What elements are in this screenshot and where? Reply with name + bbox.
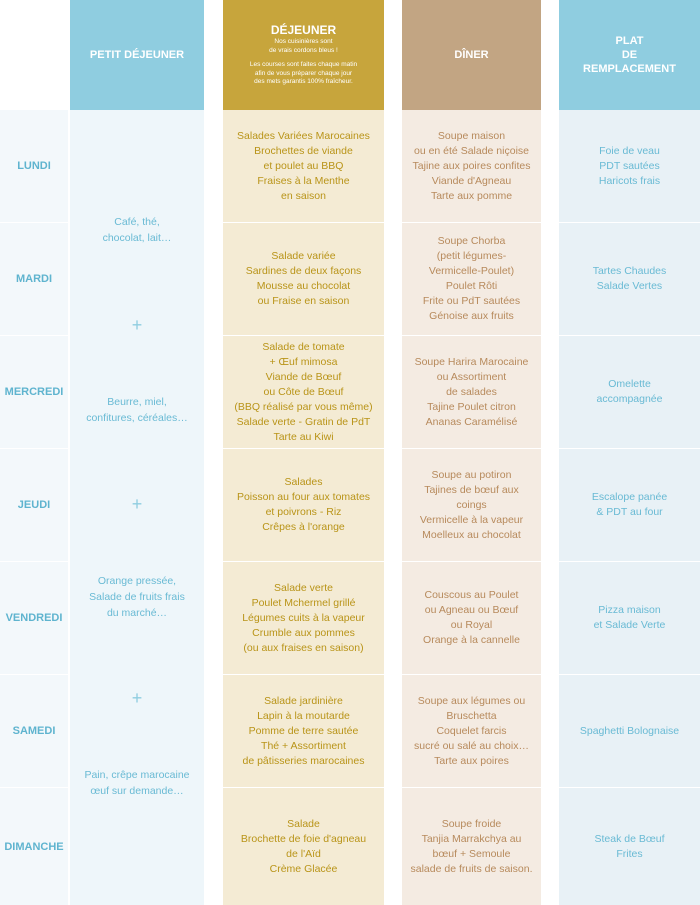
remplacement-cell-dimanche [559, 788, 700, 905]
menu-line: Génoise aux fruits [429, 310, 514, 322]
dejeuner-cell-vendredi [223, 562, 384, 674]
petit-dejeuner-block [70, 214, 204, 246]
menu-line: Frite ou PdT sautées [422, 295, 521, 307]
menu-line: Tajine aux poires confites [412, 159, 531, 172]
menu-line: Lapin à la moutarde [257, 709, 350, 722]
menu-line: et poulet au BBQ [263, 159, 344, 172]
menu-line: de salades [446, 385, 497, 398]
menu-line: Poulet Mchermel grillé [251, 596, 356, 609]
menu-line: Salade verte - Gratin de PdT [236, 415, 371, 428]
petit-dejeuner-line: du marché… [106, 607, 168, 619]
petit-dejeuner-line: Salade de fruits frais [89, 591, 185, 603]
menu-line: de l'Aïd [286, 847, 321, 860]
plus-icon: + [131, 688, 143, 708]
remplacement-cell-jeudi [559, 449, 700, 561]
menu-line: ou en été Salade niçoise [413, 144, 529, 157]
petit-dejeuner-line: confitures, céréales… [86, 412, 188, 424]
menu-line: Soupe aux légumes ou [417, 694, 526, 707]
petit-dejeuner-block [70, 767, 204, 799]
row-divider [223, 674, 700, 675]
header-dejeuner [223, 0, 384, 110]
diner-cell-mercredi [402, 336, 541, 448]
menu-line: Salades [284, 476, 323, 488]
menu-line: Pomme de terre sautée [248, 724, 359, 737]
header-dejeuner-note-line: afin de vous préparer chaque jour [254, 69, 353, 77]
header-dejeuner-note [269, 38, 338, 55]
row-divider [0, 448, 68, 449]
row-divider [223, 787, 700, 788]
header-dejeuner-note-line: des mets garantis 100% fraîcheur. [254, 78, 353, 86]
menu-line: Mousse au chocolat [256, 280, 351, 292]
menu-line: Crêpes à l'orange [262, 521, 345, 533]
menu-line: Soupe au potiron [431, 468, 512, 481]
diner-cell-jeudi [402, 449, 541, 561]
menu-line: coings [456, 498, 487, 511]
header-diner-title: DÎNER [454, 49, 489, 61]
petit-dejeuner-block [70, 573, 204, 621]
menu-line: Omelette [608, 378, 651, 390]
menu-line: & PDT au four [596, 506, 663, 518]
menu-line: Poisson au four aux tomates [236, 491, 371, 503]
menu-line: sucré ou salé au choix… [414, 739, 529, 752]
diner-cell-mardi [402, 223, 541, 335]
header-dejeuner-note-line: de vrais cordons bleus ! [269, 46, 338, 54]
header-plat-remplacement-line: DE [621, 49, 638, 61]
remplacement-cell-samedi [559, 675, 700, 787]
dejeuner-cell-samedi [223, 675, 384, 787]
menu-line: Tarte au Kiwi [273, 430, 334, 443]
day-label: SAMEDI [12, 725, 56, 737]
menu-line: PDT sautées [599, 159, 660, 172]
dejeuner-cell-mardi [223, 223, 384, 335]
row-divider [223, 448, 700, 449]
row-divider [223, 561, 700, 562]
menu-line: Spaghetti Bolognaise [579, 724, 680, 737]
menu-line: Viande de Bœuf [265, 370, 342, 383]
menu-line: Salade variée [271, 250, 336, 262]
menu-line: ou Fraise en saison [257, 295, 350, 307]
menu-line: ou Assortiment [436, 370, 507, 383]
menu-line: Tanjia Marrakchya au [421, 832, 522, 845]
remplacement-cell-vendredi [559, 562, 700, 674]
menu-line: + Œuf mimosa [269, 355, 338, 368]
header-dejeuner-note-line: Nos cuisinières sont [274, 38, 333, 46]
menu-line: Brochettes de viande [254, 144, 353, 157]
menu-line: Soupe Chorba [437, 235, 506, 247]
row-divider [223, 335, 700, 336]
dejeuner-cell-jeudi [223, 449, 384, 561]
menu-line: salade de fruits de saison. [410, 862, 533, 875]
header-plat-remplacement-line: PLAT [615, 35, 644, 47]
menu-line: Steak de Bœuf [594, 832, 665, 845]
menu-line: (petit légumes- [436, 250, 507, 262]
diner-cell-vendredi [402, 562, 541, 674]
remplacement-cell-mardi [559, 223, 700, 335]
header-petit-dejeuner [70, 0, 204, 110]
menu-line: Fraises à la Menthe [257, 174, 350, 187]
plus-icon: + [131, 494, 143, 514]
day-label: VENDREDI [5, 612, 63, 624]
menu-line: Haricots frais [598, 174, 661, 187]
row-divider [0, 335, 68, 336]
menu-line: ou Agneau ou Bœuf [424, 604, 519, 616]
menu-line: Coquelet farcis [436, 724, 507, 737]
menu-line: Tajines de bœuf aux [424, 483, 519, 496]
menu-line: (BBQ réalisé par vous même) [234, 400, 373, 413]
petit-dejeuner-block [70, 394, 204, 426]
menu-line: Salades Variées Marocaines [237, 129, 370, 142]
menu-line: Sardines de deux façons [245, 265, 362, 277]
menu-line: Foie de veau [599, 144, 660, 157]
menu-line: Soupe maison [437, 129, 506, 142]
petit-dejeuner-line: œuf sur demande… [90, 785, 184, 797]
header-dejeuner-note-line: Les courses sont faites chaque matin [249, 61, 358, 69]
row-divider [223, 222, 700, 223]
menu-line: bœuf + Semoule [432, 847, 511, 860]
menu-line: Légumes cuits à la vapeur [242, 611, 365, 624]
header-plat-remplacement-line: REMPLACEMENT [583, 63, 676, 75]
menu-line: Salade jardinière [264, 694, 343, 707]
petit-dejeuner-line: chocolat, lait… [102, 232, 172, 244]
dejeuner-cell-mercredi [223, 336, 384, 448]
dejeuner-cell-dimanche [223, 788, 384, 905]
day-label: LUNDI [17, 160, 51, 172]
menu-line: accompagnée [596, 393, 663, 405]
menu-line: Escalope panée [591, 491, 668, 503]
row-divider [0, 222, 68, 223]
row-divider [0, 561, 68, 562]
menu-line: Frites [616, 847, 643, 860]
header-diner [402, 0, 541, 110]
menu-line: Brochette de foie d'agneau [240, 832, 367, 845]
remplacement-cell-lundi [559, 110, 700, 222]
menu-line: Salade verte [274, 581, 333, 594]
menu-line: Poulet Rôti [445, 280, 498, 292]
menu-line: en saison [281, 189, 326, 202]
diner-cell-dimanche [402, 788, 541, 905]
menu-line: Vermicelle-Poulet) [428, 265, 515, 277]
menu-line: Tartes Chaudes [592, 265, 667, 277]
header-dejeuner-title: DÉJEUNER [270, 23, 337, 38]
day-label: JEUDI [17, 499, 51, 511]
row-divider [0, 787, 68, 788]
menu-line: Salade [287, 817, 320, 830]
menu-line: Orange à la cannelle [423, 634, 520, 646]
menu-line: Thé + Assortiment [261, 739, 346, 752]
menu-line: Couscous au Poulet [424, 589, 519, 601]
plus-icon: + [131, 315, 143, 335]
menu-line: Ananas Caramélisé [425, 415, 518, 428]
day-label: MERCREDI [4, 386, 64, 398]
day-label: DIMANCHE [4, 840, 64, 853]
menu-line: Bruschetta [446, 709, 497, 722]
petit-dejeuner-line: Café, thé, [114, 216, 160, 228]
dejeuner-cell-lundi [223, 110, 384, 222]
menu-line: Salade de tomate [262, 340, 345, 353]
menu-line: Vermicelle à la vapeur [419, 513, 524, 526]
menu-line: de pâtisseries marocaines [242, 754, 365, 767]
menu-line: ou Côte de Bœuf [263, 385, 344, 398]
menu-line: Soupe froide [441, 817, 502, 830]
menu-line: Soupe Harira Marocaine [414, 355, 529, 368]
remplacement-cell-mercredi [559, 336, 700, 448]
menu-line: Pizza maison [598, 604, 661, 616]
header-dejeuner-note [250, 61, 357, 87]
header-petit-dejeuner-title: PETIT DÉJEUNER [89, 49, 185, 61]
menu-line: Moelleux au chocolat [422, 528, 521, 541]
menu-line: et poivrons - Riz [265, 506, 342, 518]
menu-line: Crème Glacée [269, 862, 338, 875]
menu-line: Crumble aux pommes [252, 626, 355, 639]
petit-dejeuner-line: Orange pressée, [97, 575, 177, 587]
menu-line: Salade Vertes [596, 280, 663, 292]
menu-line: ou Royal [450, 619, 493, 631]
menu-line: Tarte aux poires [434, 754, 509, 767]
diner-cell-lundi [402, 110, 541, 222]
diner-cell-samedi [402, 675, 541, 787]
menu-line: Viande d'Agneau [431, 174, 512, 187]
petit-dejeuner-line: Beurre, miel, [107, 396, 167, 408]
row-divider [0, 674, 68, 675]
menu-line: (ou aux fraises en saison) [243, 641, 364, 654]
menu-line: et Salade Verte [593, 619, 666, 631]
header-plat-remplacement [559, 0, 700, 110]
menu-line: Tajine Poulet citron [427, 400, 516, 413]
menu-line: Tarte aux pomme [430, 189, 513, 202]
petit-dejeuner-line: Pain, crêpe marocaine [84, 769, 190, 781]
day-label: MARDI [15, 273, 53, 285]
